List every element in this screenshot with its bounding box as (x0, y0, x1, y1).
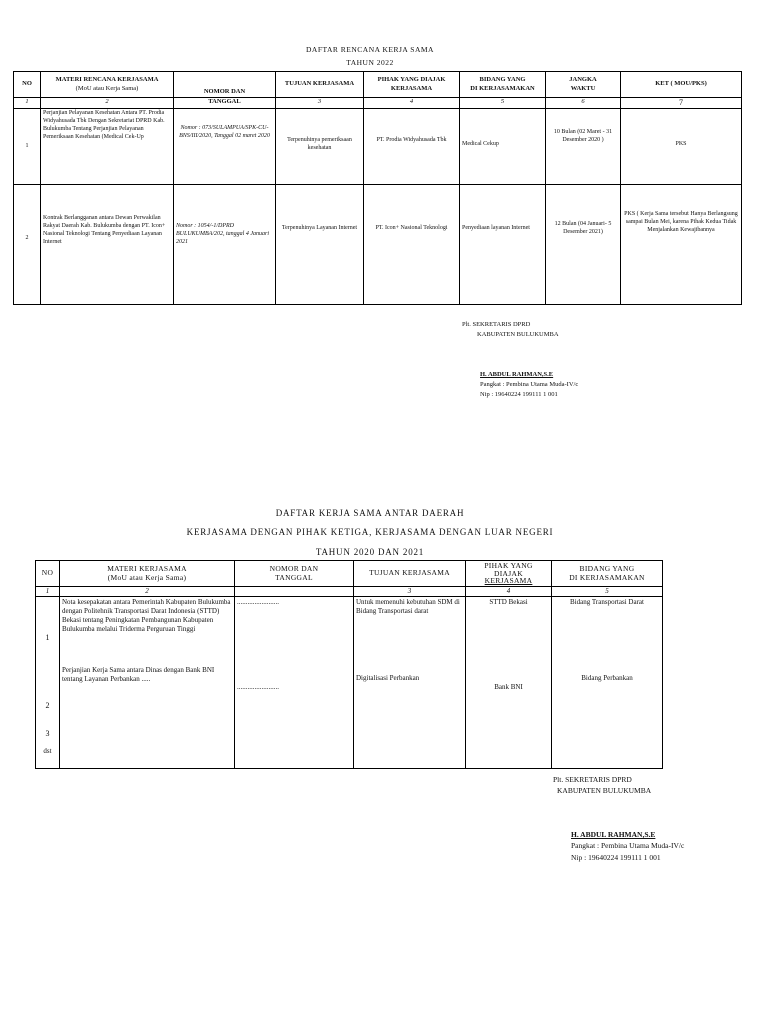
col-nomor: NOMOR DAN TANGGAL (235, 561, 354, 587)
col-number: 2 (60, 586, 235, 596)
sig-name: H. ABDUL RAHMAN,S.E (480, 371, 554, 378)
col-number: 3 (276, 98, 364, 109)
row-ket: PKS ( Kerja Sama tersebut Hanya Berlangsung sampai Bulan Mei, karena Pihak Kedua Tidak Menjalankan Kewajibannya (621, 185, 742, 305)
doc1-signature (462, 320, 559, 340)
row-bidang: Bidang Perbankan (581, 673, 633, 682)
col-number: 5 (552, 586, 663, 596)
row-tujuan: Terpenuhinya pemeriksaan kesehatan (276, 109, 364, 185)
row-pihak: PT. Icon+ Nasional Teknologi (364, 185, 460, 305)
row-bidang: Medical Cekup (460, 109, 546, 185)
doc1-signatory (480, 370, 578, 399)
sig-line2: KABUPATEN BULUKUMBA (477, 330, 559, 338)
doc1-title: DAFTAR RENCANA KERJA SAMA (306, 45, 434, 54)
row-materi: Perjanjian Kerja Sama antara Dinas dengan Bank BNI tentang Layanan Perbankan ..... (62, 665, 215, 684)
row-materi: Nota kesepakatan antara Pemerintah Kabupaten Bulukumba dengan Politehnik Transportasi Darat Indonesia (STTD) Bekasi tentang Peningkatan Pembangunan Kabupaten Bulukumba melalui Triderma Perguruan Tinggi (62, 597, 231, 633)
row-materi: Perjanjian Pelayanan Kesehatan Antara PT. Prodia Widyahusada Tbk Dengan Sekretariat DPRD Kab. Bulukumba Tentang Perjanjian Pelayanan Pemeriksaan Kesehatan (Medical Cek-Up (41, 109, 174, 185)
row-tujuan-cell (354, 596, 466, 768)
row-nomor: ........................ (237, 597, 279, 606)
col-number: 3 (354, 586, 466, 596)
col-number: 2 (41, 98, 174, 109)
col-ket: KET ( MOU/PKS) (621, 72, 742, 98)
col-materi: MATERI KERJASAMA (MoU atau Kerja Sama) (60, 561, 235, 587)
row-tujuan: Untuk memenuhi kebutuhan SDM di Bidang Transportasi darat (356, 597, 460, 615)
col-number (235, 586, 354, 596)
col-number: TANGGAL (174, 98, 276, 109)
doc2-table (35, 560, 663, 769)
row-bidang: Bidang Transportasi Darat (570, 597, 644, 606)
row-tujuan: Terpenuhinya Layanan Internet (276, 185, 364, 305)
col-pihak: PIHAK YANG DIAJAK KERJASAMA (364, 72, 460, 98)
row-ket: PKS (621, 109, 742, 185)
row-nomor-cell (235, 596, 354, 768)
sig-rank: Pangkat : Pembina Utama Muda-IV/c (480, 380, 579, 388)
row-nomor: Nomor : 073/SULAMPUA/SPK-CU-BNS/III/2020, Tanggal 02 maret 2020 (174, 109, 276, 185)
row-no: 1 (45, 632, 50, 642)
doc2-subtitle: KERJASAMA DENGAN PIHAK KETIGA, KERJASAMA DENGAN LUAR NEGERI (186, 527, 554, 537)
row-pihak: PT. Prodia Widyahusada Tbk (364, 109, 460, 185)
row-pihak: STTD Bekasi (489, 597, 528, 606)
col-number: 4 (466, 586, 552, 596)
sig-line2: KABUPATEN BULUKUMBA (557, 786, 652, 796)
col-number: 6 (546, 98, 621, 109)
col-number: 5 (460, 98, 546, 109)
col-bidang: BIDANG YANG DI KERJASAMAKAN (552, 561, 663, 587)
table-row (36, 596, 663, 768)
doc2-year: TAHUN 2020 DAN 2021 (315, 547, 425, 557)
col-pihak: PIHAK YANG DIAJAK KERJASAMA (466, 561, 552, 587)
doc2-signature (553, 774, 661, 797)
doc1-subtitle: TAHUN 2022 (346, 58, 394, 67)
row-nomor: Nomor : 1054/-1/DPRD BULUKUMBA/202, tanggal 4 Januari 2021 (174, 185, 276, 305)
col-number: 1 (36, 586, 60, 596)
col-materi: MATERI RENCANA KERJASAMA (MoU atau Kerja Sama) (41, 72, 174, 98)
row-no: 2 (14, 185, 41, 305)
sig-nip: Nip : 19640224 199111 1 001 (571, 852, 661, 862)
row-bidang-cell (552, 596, 663, 768)
doc2-header-row (36, 561, 663, 587)
row-nomor: ........................ (237, 682, 279, 691)
sig-name: H. ABDUL RAHMAN,S.E (571, 830, 656, 839)
col-tujuan: TUJUAN KERJASAMA (276, 72, 364, 98)
doc1-table (13, 71, 742, 305)
row-no: 1 (14, 109, 41, 185)
row-materi-cell (60, 596, 235, 768)
row-bidang: Penyediaan layanan Internet (460, 185, 546, 305)
table-row (14, 185, 742, 305)
row-no: 2 (45, 700, 50, 710)
row-no: 3 (45, 728, 50, 738)
row-pihak-cell (466, 596, 552, 768)
col-number: 1 (14, 98, 41, 109)
row-materi: Kontrak Berlangganan antara Dewan Perwakilan Rakyat Daerah Kab. Bulukumba dengan PT. Icon+ Nasional Teknologi Tentang Penyediaan Layanan Internet (41, 185, 174, 305)
doc2-signatory (571, 829, 685, 863)
row-tujuan: Digitalisasi Perbankan (356, 673, 420, 682)
sig-rank: Pangkat : Pembina Utama Muda-IV/c (571, 841, 685, 851)
col-no: NO (36, 561, 60, 587)
col-bidang: BIDANG YANG DI KERJASAMAKAN (460, 72, 546, 98)
col-nomor: NOMOR DAN (174, 72, 276, 98)
row-jangka: 12 Bulan (04 Januari- 5 Desember 2021) (546, 185, 621, 305)
col-number: 7 (621, 98, 742, 109)
col-no: NO (14, 72, 41, 98)
row-jangka: 10 Bulan (02 Maret - 31 Desember 2020 ) (546, 109, 621, 185)
table-row (14, 109, 742, 185)
sig-line1: Plt. SEKRETARIS DPRD (462, 321, 531, 328)
row-pihak: Bank BNI (494, 682, 523, 691)
sig-line1: Plt. SEKRETARIS DPRD (553, 775, 632, 784)
col-number: 4 (364, 98, 460, 109)
col-jangka: JANGKA WAKTU (546, 72, 621, 98)
doc1-header-row (14, 72, 742, 98)
doc2-title: DAFTAR KERJA SAMA ANTAR DAERAH (275, 508, 465, 518)
doc1-number-row (14, 98, 742, 109)
sig-nip: Nip : 19640224 199111 1 001 (480, 390, 558, 398)
col-tujuan: TUJUAN KERJASAMA (354, 561, 466, 587)
row-no: dst (43, 746, 52, 755)
row-no-cell (36, 596, 60, 768)
doc2-number-row (36, 586, 663, 596)
